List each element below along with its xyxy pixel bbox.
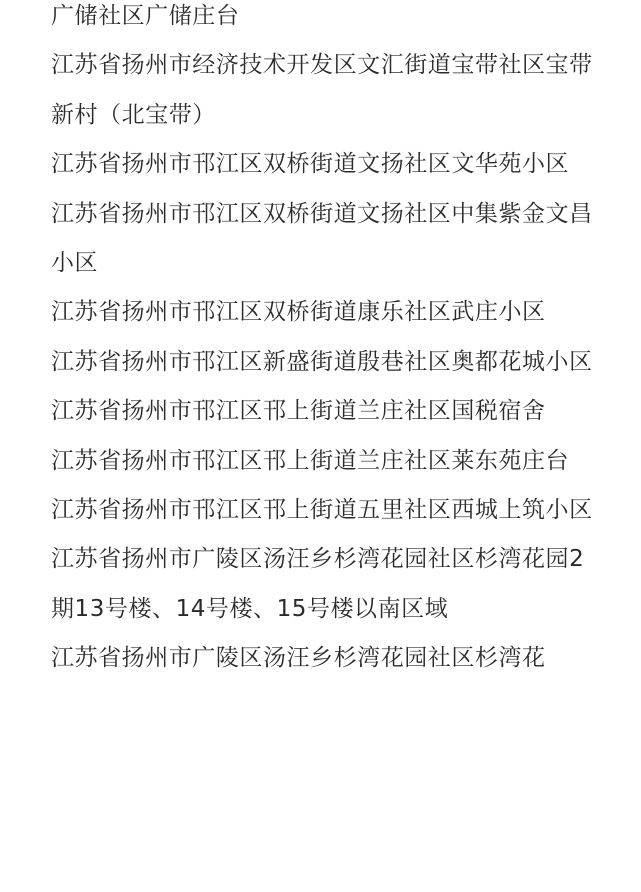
address-item: 江苏省扬州市邗江区邗上街道兰庄社区国税宿舍 xyxy=(51,398,546,425)
address-item: 江苏省扬州市邗江区邗上街道兰庄社区莱东苑庄台 xyxy=(51,447,570,474)
address-item: 江苏省扬州市邗江区新盛街道殷巷社区奥都花城小区 xyxy=(51,348,593,375)
address-item: 广储社区广储庄台 xyxy=(51,3,240,29)
address-item: 江苏省扬州市邗江区双桥街道文扬社区中集紫金文昌小区 xyxy=(51,200,593,277)
address-item: 江苏省扬州市广陵区汤汪乡杉湾花园社区杉湾花园2期13号楼、14号楼、15号楼以南区域 xyxy=(51,546,585,622)
address-item: 江苏省扬州市邗江区双桥街道康乐社区武庄小区 xyxy=(51,299,546,326)
address-item: 江苏省扬州市邗江区邗上街道五里社区西城上筑小区 xyxy=(51,497,593,524)
address-item: 江苏省扬州市邗江区双桥街道文扬社区文华苑小区 xyxy=(51,151,570,178)
address-list xyxy=(51,0,596,684)
address-item: 江苏省扬州市经济技术开发区文汇街道宝带社区宝带新村（北宝带） xyxy=(51,52,593,128)
address-item: 江苏省扬州市广陵区汤汪乡杉湾花园社区杉湾花 xyxy=(51,645,546,672)
